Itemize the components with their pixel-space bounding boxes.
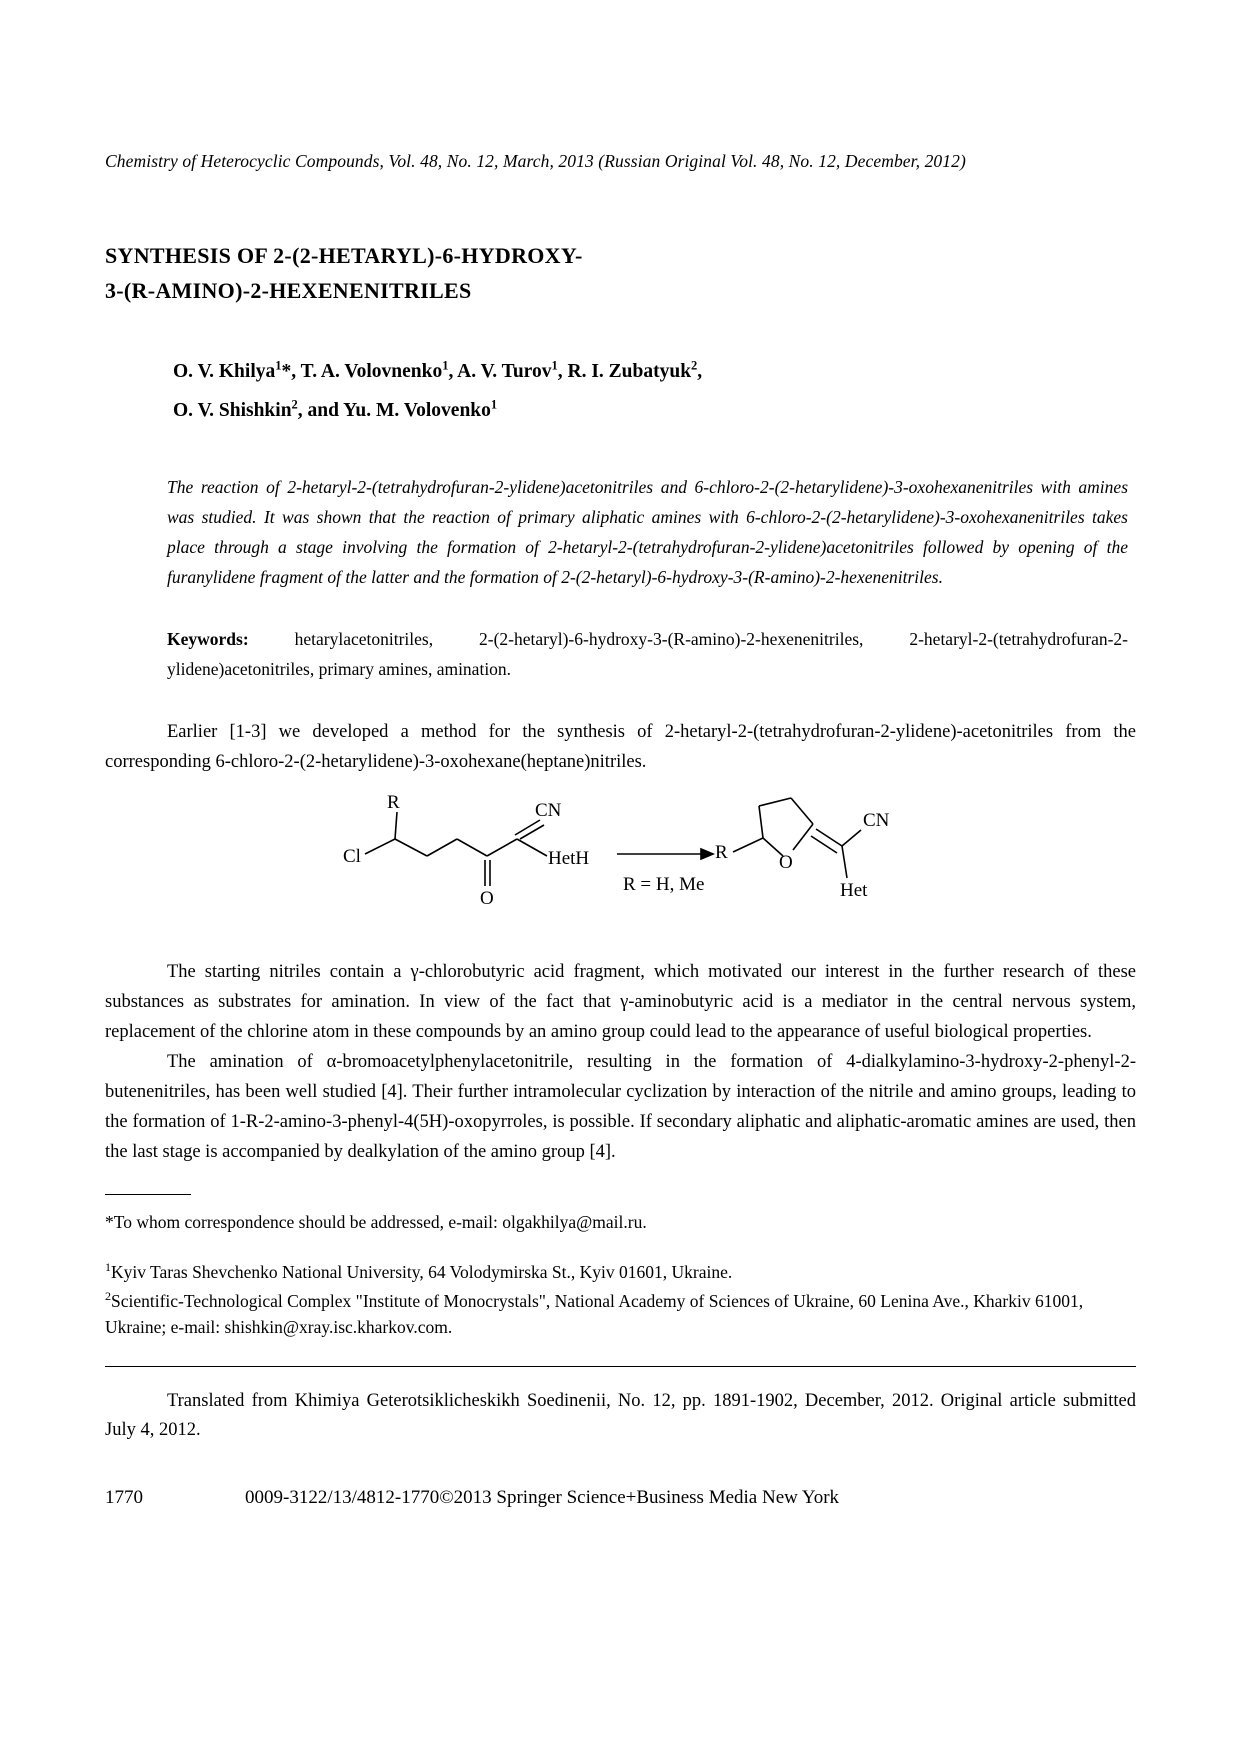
scheme-label-CN-left: CN <box>535 800 562 822</box>
scheme-label-O-right: O <box>779 852 793 874</box>
paragraph-3: The amination of α-bromoacetylphenylacetonitrile, resulting in the formation of 4-dialkylamino-3-hydroxy-2-phenyl-2-butenenitriles, has been well studied [4]. Their further intramolecular cyclization by interaction of the nitrile and amino groups, leading to the formation of 1-R-2-amino-3-phenyl-4(5H)-oxopyrroles, is possible. If secondary aliphatic and aliphatic-aromatic amines are used, then the last stage is accompanied by dealkylation of the amino group [4]. <box>105 1052 1136 1162</box>
keywords-block <box>167 624 1136 684</box>
abstract-text: The reaction of 2-hetaryl-2-(tetrahydrofuran-2-ylidene)acetonitriles and 6-chloro-2-(2-hetarylidene)-3-oxohexanenitriles with amines was studied. It was shown that the reaction of primary aliphatic amines with 6-chloro-2-(2-hetarylidene)-3-oxohexanenitriles takes place through a stage involving the formation of 2-hetaryl-2-(tetrahydrofuran-2-ylidene)acetonitriles followed by opening of the furanylidene fragment of the latter and the formation of 2-(2-hetaryl)-6-hydroxy-3-(R-amino)-2-hexenenitriles. <box>167 476 1128 587</box>
scheme-label-Cl: Cl <box>343 846 361 868</box>
scheme-label-CN-right: CN <box>863 810 890 832</box>
author-list <box>105 352 1136 430</box>
author-line-1: O. V. Khilya$^1$*, T. A. Volovnenko$^1$, A. V. Turov$^1$, R. I. Zubatyuk$^2$, <box>173 358 703 382</box>
correspondence-note: *To whom correspondence should be addressed, e-mail: olgakhilya@mail.ru. <box>105 1211 647 1232</box>
scheme-label-R-right: R <box>715 842 728 864</box>
paragraph-2: The starting nitriles contain a γ-chlorobutyric acid fragment, which motivated our interest in the further research of these substances as substrates for amination. In view of the fact that γ-aminobutyric acid is a mediator in the central nervous system, replacement of the chlorine atom in these compounds by an amino group could lead to the appearance of useful biological properties. <box>105 962 1136 1043</box>
footnote-divider <box>105 1194 191 1195</box>
copyright-line: 0009-3122/13/4812-1770©2013 Springer Science+Business Media New York <box>245 1486 840 1508</box>
scheme-label-O-left: O <box>480 888 494 910</box>
affiliation-1: $^1$Kyiv Taras Shevchenko National University, 64 Volodymirska St., Kyiv 01601, Ukraine. <box>105 1260 733 1282</box>
keywords-text: hetarylacetonitriles, 2-(2-hetaryl)-6-hydroxy-3-(R-amino)-2-hexenenitriles, 2-hetaryl-2-(tetrahydrofuran-2-ylidene)acetonitriles, primary amines, amination. <box>167 629 1128 680</box>
paragraph-1: Earlier [1-3] we developed a method for the synthesis of 2-hetaryl-2-(tetrahydrofuran-2-ylidene)-acetonitriles from the corresponding 6-chloro-2-(2-hetarylidene)-3-oxohexane(heptane)nitriles. <box>105 722 1136 773</box>
journal-header: Chemistry of Heterocyclic Compounds, Vol. 48, No. 12, March, 2013 (Russian Original Vol. 48, No. 12, December, 2012) <box>105 151 966 171</box>
scheme-condition: R = H, Me <box>623 874 705 896</box>
keywords-label: Keywords: <box>167 629 249 650</box>
translation-note: Translated from Khimiya Geterotsiklicheskikh Soedinenii, No. 12, pp. 1891-1902, December, 2012. Original article submitted July 4, 2012. <box>105 1391 1136 1441</box>
page-title-line-2: 3-(R-AMINO)-2-HEXENENITRILES <box>105 277 472 303</box>
affiliation-2: $^2$Scientific-Technological Complex "Institute of Monocrystals", National Academy of Sciences of Ukraine, 60 Lenina Ave., Kharkiv 61001, Ukraine; e-mail: shishkin@xray.isc.kharkov.com. <box>105 1289 1084 1338</box>
page-number: 1770 <box>105 1486 143 1508</box>
scheme-label-Het: Het <box>840 880 868 902</box>
footer-divider <box>105 1366 1136 1367</box>
page-title-line-1: SYNTHESIS OF 2-(2-HETARYL)-6-HYDROXY- <box>105 242 583 268</box>
author-line-2: O. V. Shishkin$^2$, and Yu. M. Volovenko$^1$ <box>173 397 498 421</box>
scheme-label-HetH: HetH <box>548 848 590 870</box>
reaction-scheme <box>105 794 1136 944</box>
page-footer <box>105 1487 1136 1509</box>
scheme-label-R-left: R <box>387 794 400 814</box>
